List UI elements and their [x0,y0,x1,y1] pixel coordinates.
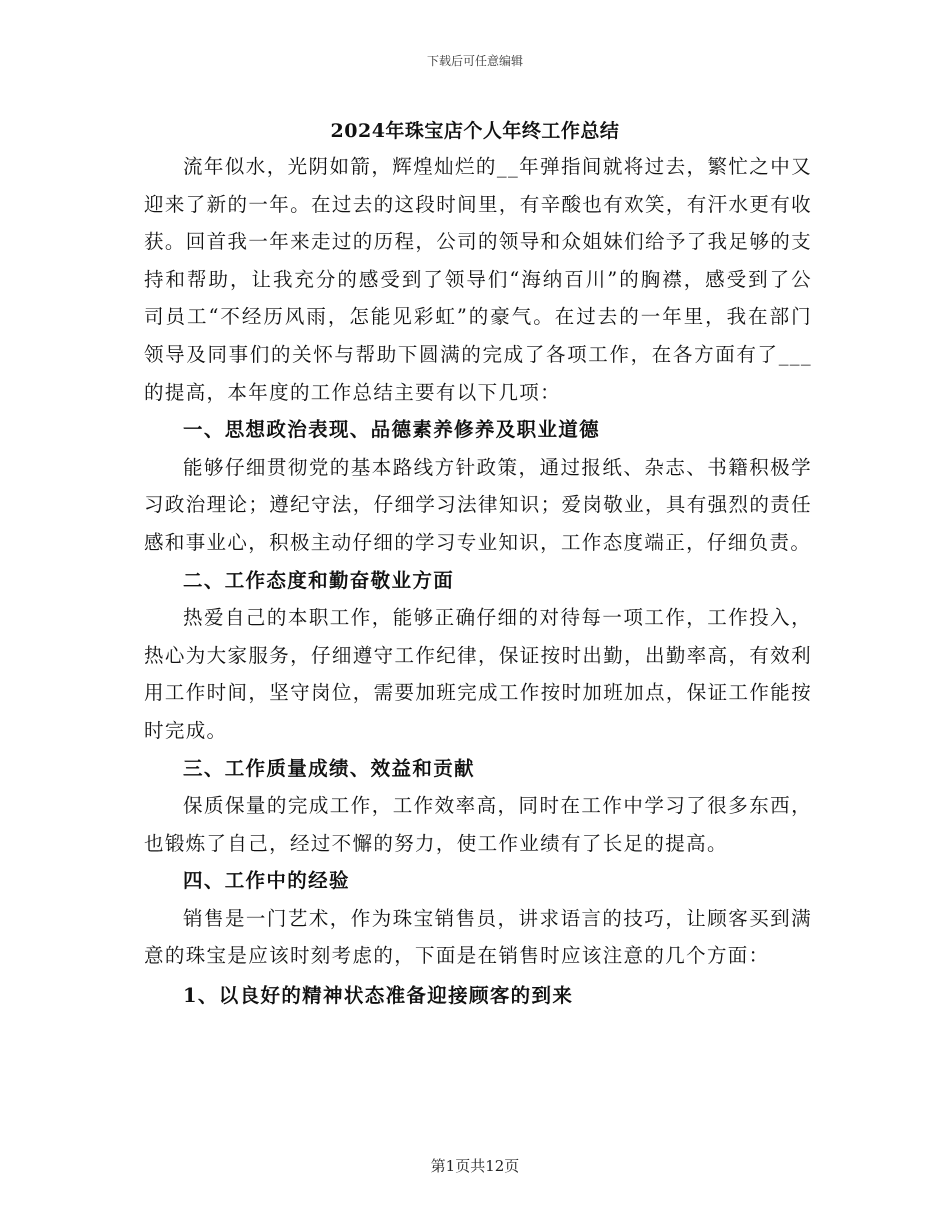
section-heading-2: 二、工作态度和勤奋敬业方面 [183,568,455,592]
section-heading-4: 四、工作中的经验 [183,869,350,893]
intro-paragraph: 流年似水，光阴如箭，辉煌灿烂的__年弹指间就将过去，繁忙之中又迎来了新的一年。在过去的这段时间里，有辛酸也有欢笑，有汗水更有收获。回首我一年来走过的历程，公司的领导和众姐妹们给予了我足够的支持和帮助，让我充分的感受到了领导们“海纳百川”的胸襟，感受到了公司员工“不经历风雨，怎能见彩虹”的豪气。在过去的一年里，我在部门领导及同事们的关怀与帮助下圆满的完成了各项工作，在各方面有了___的提高，本年度的工作总结主要有以下几项： [144,155,812,404]
document-body [144,148,812,1015]
header-note: 下载后可任意编辑 [426,54,523,68]
section-paragraph-3: 保质保量的完成工作，工作效率高，同时在工作中学习了很多东西，也锻炼了自己，经过不懈的努力，使工作业绩有了长足的提高。 [144,794,812,855]
section-paragraph-1: 能够仔细贯彻党的基本路线方针政策，通过报纸、杂志、书籍积极学习政治理论；遵纪守法，仔细学习法律知识；爱岗敬业，具有强烈的责任感和事业心，积极主动仔细的学习专业知识，工作态度端正，仔细负责。 [144,455,812,554]
section-heading-1: 一、思想政治表现、品德素养修养及职业道德 [183,418,601,442]
section-paragraph-2: 热爱自己的本职工作，能够正确仔细的对待每一项工作，工作投入，热心为大家服务，仔细遵守工作纪律，保证按时出勤，出勤率高，有效利用工作时间，坚守岗位，需要加班完成工作按时加班加点，保证工作能按时完成。 [144,606,812,742]
document-title: 2024年珠宝店个人年终工作总结 [330,120,620,142]
section-heading-3: 三、工作质量成绩、效益和贡献 [183,756,475,780]
sub-heading-1: 1、以良好的精神状态准备迎接顾客的到来 [183,984,574,1008]
section-paragraph-4: 销售是一门艺术，作为珠宝销售员，讲求语言的技巧，让顾客买到满意的珠宝是应该时刻考虑的，下面是在销售时应该注意的几个方面： [144,906,812,968]
page-number-footer: 第1页共12页 [430,1157,520,1175]
